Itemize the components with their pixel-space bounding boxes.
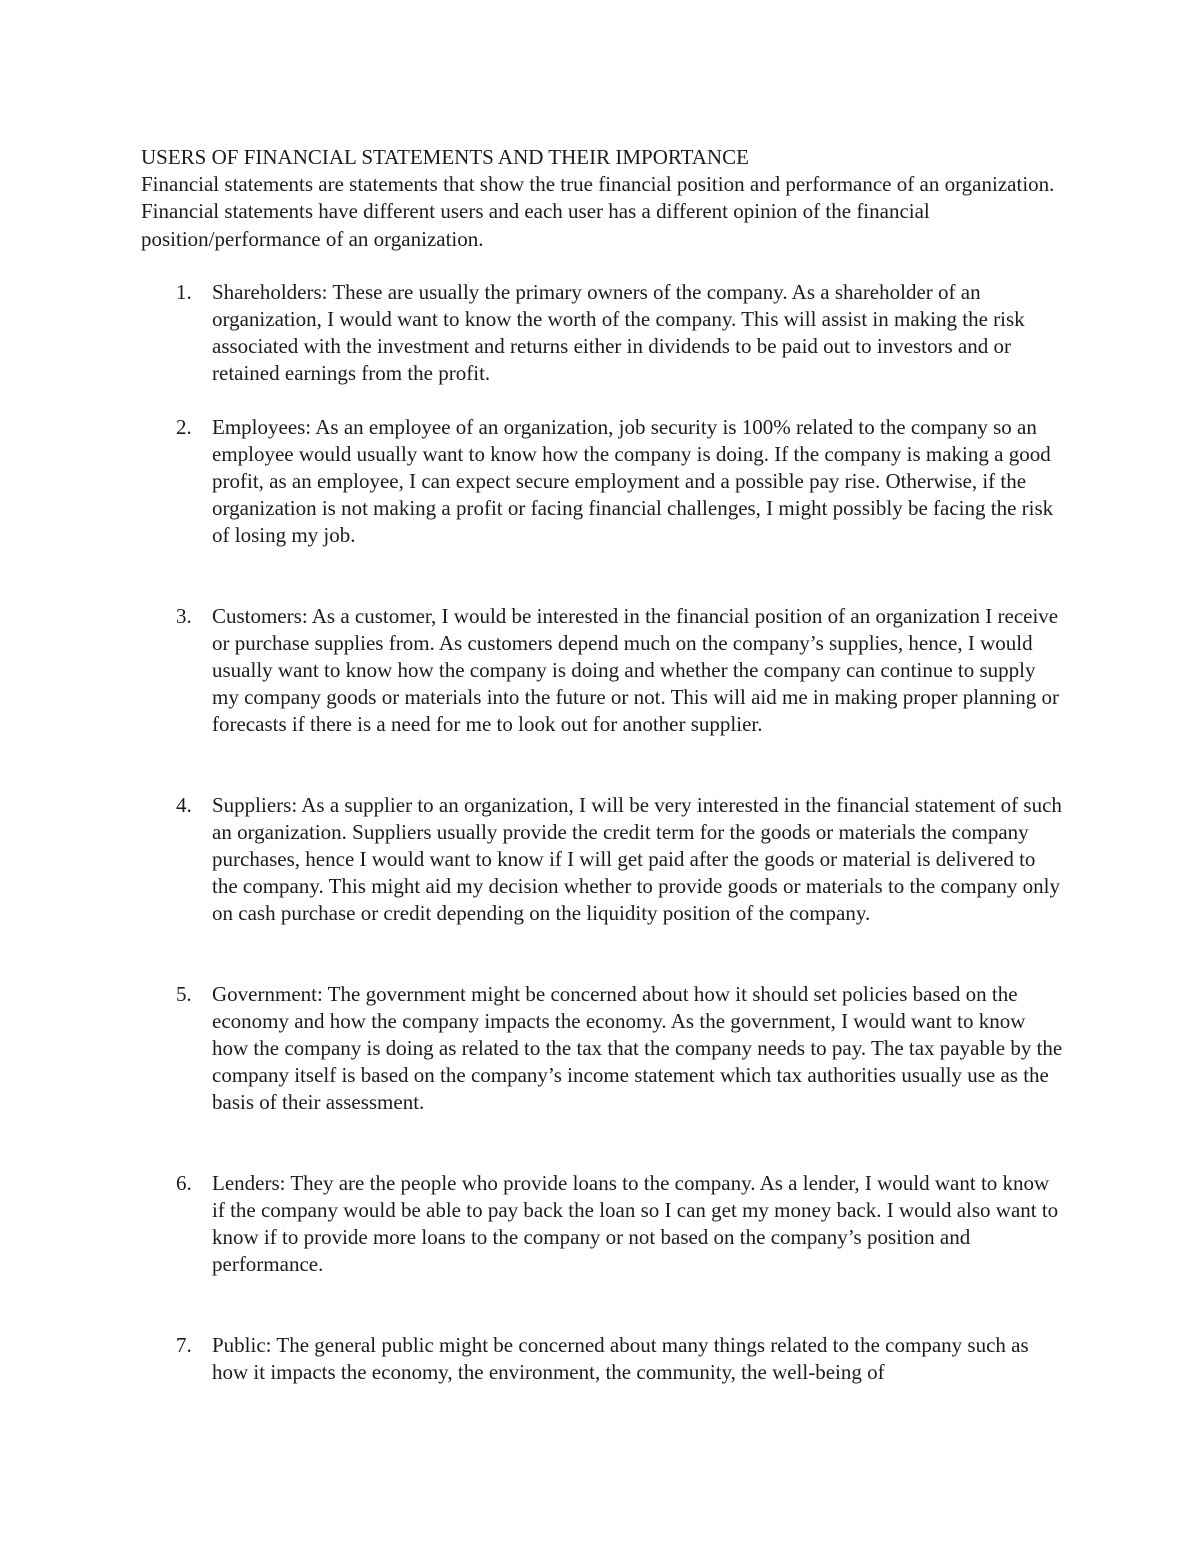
list-item-suppliers xyxy=(141,792,1066,928)
list-item-number: 7. xyxy=(176,1332,192,1357)
list-item-number: 4. xyxy=(176,792,192,817)
list-item-text: Employees: As an employee of an organization, job security is 100% related to the company so an employee would usually want to know how the company is doing. If the company is making a good profit, as an employee, I can expect secure employment and a possible pay rise. Otherwise, if the organization is not making a profit or facing financial challenges, I might possibly be facing the risk of losing my job. xyxy=(212,414,1054,548)
list-item-customers xyxy=(141,603,1066,739)
list-item-text: Suppliers: As a supplier to an organization, I will be very interested in the financial statement of such an organization. Suppliers usually provide the credit term for the goods or materials the company purchases, hence I would want to know if I will get paid after the goods or material is delivered to the company. This might aid my decision whether to provide goods or materials to the company only on cash purchase or credit depending on the liquidity position of the company. xyxy=(212,792,1062,926)
intro-paragraph: Financial statements are statements that show the true financial position and performance of an organization. Financial statements have different users and each user has a different opinion of the financial position/performance of an organization. xyxy=(141,172,1055,251)
users-list xyxy=(141,279,1066,1386)
list-item-lenders xyxy=(141,1170,1066,1279)
list-item-public xyxy=(141,1332,1066,1386)
list-item-number: 2. xyxy=(176,414,192,439)
list-item-government xyxy=(141,981,1066,1117)
list-item-number: 6. xyxy=(176,1170,192,1195)
list-item-text: Lenders: They are the people who provide loans to the company. As a lender, I would want to know if the company would be able to pay back the loan so I can get my money back. I would also want to know if to provide more loans to the company or not based on the company’s position and performance. xyxy=(212,1170,1059,1277)
list-item-number: 5. xyxy=(176,981,192,1006)
list-item-text: Shareholders: These are usually the primary owners of the company. As a shareholder of an organization, I would want to know the worth of the company. This will assist in making the risk associated with the investment and returns either in dividends to be paid out to investors and or retained earnings from the profit. xyxy=(212,279,1025,386)
list-item-text: Customers: As a customer, I would be interested in the financial position of an organization I receive or purchase supplies from. As customers depend much on the company’s supplies, hence, I would usually want to know how the company is doing and whether the company can continue to supply my company goods or materials into the future or not. This will aid me in making proper planning or forecasts if there is a need for me to look out for another supplier. xyxy=(212,603,1060,737)
list-item-employees xyxy=(141,414,1066,550)
list-item-text: Government: The government might be concerned about how it should set policies based on the economy and how the company impacts the economy. As the government, I would want to know how the company is doing as related to the tax that the company needs to pay. The tax payable by the company itself is based on the company’s income statement which tax authorities usually use as the basis of their assessment. xyxy=(212,981,1063,1115)
list-item-shareholders xyxy=(141,279,1066,388)
document-title: USERS OF FINANCIAL STATEMENTS AND THEIR IMPORTANCE xyxy=(141,145,749,169)
document-page xyxy=(141,144,1066,1386)
list-item-number: 1. xyxy=(176,279,192,304)
list-item-number: 3. xyxy=(176,603,192,628)
list-item-text: Public: The general public might be concerned about many things related to the company such as how it impacts the economy, the environment, the community, the well-being of xyxy=(212,1332,1029,1384)
